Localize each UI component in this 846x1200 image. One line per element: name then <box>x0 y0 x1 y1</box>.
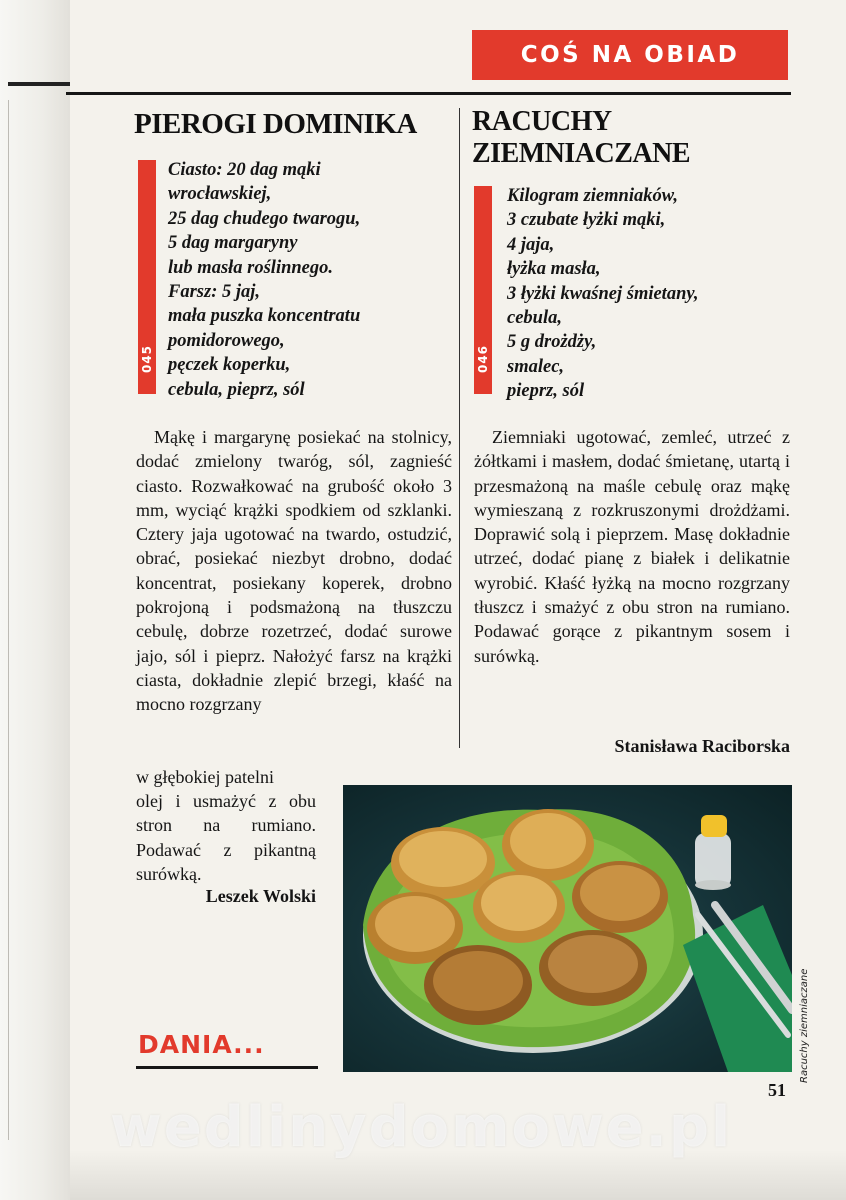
page-number: 51 <box>768 1080 786 1100</box>
page-gutter <box>0 0 70 1200</box>
recipe-instructions: Ziemniaki ugotować, zemleć, utrzeć z żółtkami i masłem, dodać śmietanę, utartą i przesmażoną na maśle cebulę oraz mąkę wymieszaną z rozkruszonymi drożdżami. Doprawić solą i pieprzem. Masę dokładnie utrzeć, dodać pianę z białek i delikatnie wyrobić. Kłaść łyżką na mocno rozgrzany tłuszcz i smażyć z obu stron na rumiano. Podawać gorące z pikantnym sosem i surówką. <box>474 427 790 666</box>
ingredient-item: wrocławskiej, <box>168 184 272 205</box>
section-header <box>472 30 788 80</box>
ingredient-item: 5 dag margaryny <box>168 233 298 254</box>
recipe-author: Leszek Wolski <box>205 886 316 906</box>
ingredient-item: Kilogram ziemniaków, <box>507 186 678 206</box>
header-rule <box>66 92 791 95</box>
ingredient-item: Farsz: 5 jaj, <box>168 282 261 303</box>
recipe-instructions: Mąkę i margarynę posiekać na stolnicy, dodać zmielony twaróg, sól, zagnieść ciasto. Rozwałkować na grubość około 3 mm, wyciąć krążki spodkiem od szklanki. Cztery jaja ugotować na twardo, ostudzić, obrać, posiekać niezbyt drobno, dodać koncentrat, posiekany koperek, drobno pokrojoną i podsmażoną na tłuszczu cebulę, dobrze rozetrzeć, dodać surowe jajo, sól i pieprz. Nałożyć farsz na krążki ciasta, dokładnie zlepić brzegi, kłaść na mocno rozgrzany <box>136 427 452 715</box>
ingredient-item: pomidorowego, <box>168 330 285 351</box>
recipe-code: 046 <box>476 344 490 374</box>
recipe-title-pierogi: PIEROGI DOMINIKA <box>134 108 417 140</box>
footer-label: DANIA... <box>138 1030 265 1059</box>
ingredient-item: cebula, pieprz, sól <box>168 379 305 400</box>
footer-rule <box>136 1066 318 1069</box>
recipe-instructions-continued: w głębokiej patelni <box>136 767 274 787</box>
ingredient-item: mała puszka koncentratu <box>168 306 361 327</box>
ingredient-item: smalec, <box>507 356 565 377</box>
photo-caption <box>799 783 817 1083</box>
ingredient-list <box>168 158 360 402</box>
recipe-instructions-end: olej i usmażyć z obu stron na rumiano. Podawać z pikantną surówką. <box>136 791 316 884</box>
recipe-code: 045 <box>140 344 154 374</box>
ingredient-item: 5 g drożdży, <box>507 332 597 353</box>
section-header-text: COŚ NA OBIAD <box>520 42 740 68</box>
photo-caption-text: Racuchy ziemniaczane <box>799 968 810 1083</box>
food-photo <box>343 785 792 1072</box>
ingredient-item: Ciasto: 20 dag mąki <box>168 160 321 180</box>
ingredient-item: pęczek koperku, <box>168 355 291 376</box>
ingredient-item: 4 jaja, <box>507 234 555 255</box>
ingredient-item: łyżka masła, <box>507 259 601 280</box>
watermark: wedlinydomowe.pl <box>110 1095 733 1160</box>
ingredient-item: lub masła roślinnego. <box>168 257 334 278</box>
recipe-author: Stanisława Raciborska <box>614 736 790 756</box>
ingredient-item: cebula, <box>507 308 562 329</box>
gutter-line <box>8 100 9 1140</box>
ingredient-item: pieprz, sól <box>507 381 585 402</box>
food-photo-illustration <box>343 785 792 1072</box>
ingredient-item: 25 dag chudego twarogu, <box>168 208 361 229</box>
recipe-title-racuchy: RACUCHY ZIEMNIACZANE <box>472 106 691 169</box>
ingredient-item: 3 łyżki kwaśnej śmietany, <box>507 283 699 304</box>
ingredient-item: 3 czubate łyżki mąki, <box>507 210 666 231</box>
ingredient-list <box>507 184 699 404</box>
column-divider <box>459 108 460 748</box>
gutter-bar <box>8 82 70 86</box>
